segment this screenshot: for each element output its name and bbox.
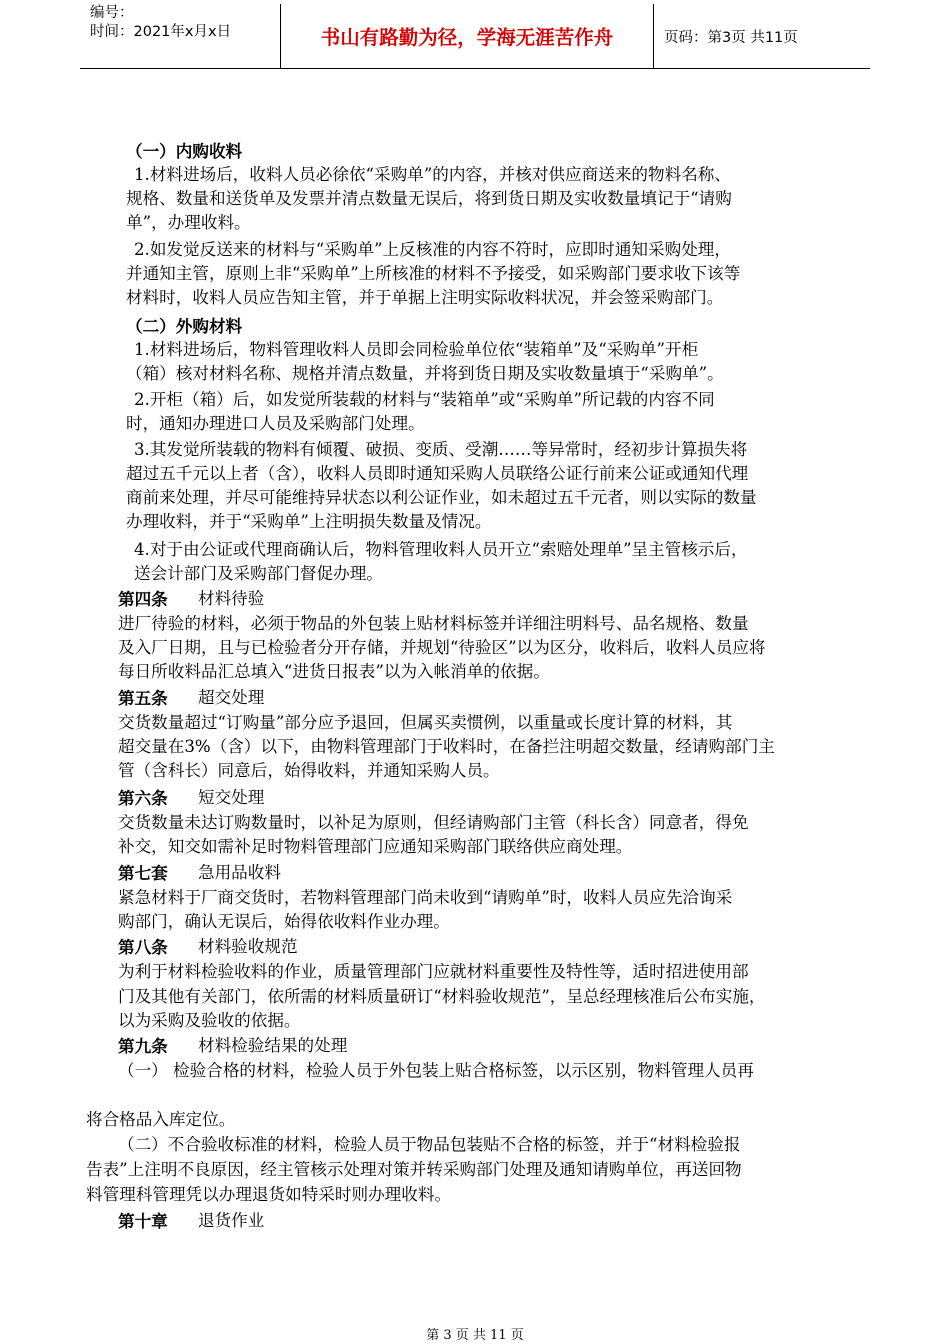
paragraph-line: 时，通知办理进口人员及采购部门处理。 [126,414,425,433]
paragraph-line: 3.其发觉所装载的物料有倾覆、破损、变质、受潮……等异常时，经初步计算损失将 [134,440,748,459]
paragraph-line: 材料时，收料人员应告知主管，并于单据上注明实际收料状况，并会签采购部门。 [126,288,724,307]
page-info: 页码：第3页 共11页 [664,29,798,46]
page-header [80,4,870,69]
paragraph-line: 单”，办理收料。 [126,213,251,232]
paragraph-line: 超交量在3%（含）以下，由物料管理部门于收料时，在备拦注明超交数量，经请购部门主 [118,737,775,756]
article-title: 材料待验 [198,589,265,608]
header-motto-cell [281,4,654,68]
article-title: 急用品收料 [198,863,281,882]
paragraph-line: 规格、数量和送货单及发票并清点数量无误后，将到货日期及实收数量填记于“请购 [126,189,732,208]
paragraph-line: 交货数量超过“订购量”部分应予退回，但属买卖惯例，以重量或长度计算的材料，其 [118,713,733,732]
paragraph-line: 1.材料进场后，收料人员必徐依“采购单”的内容，并核对供应商送来的物料名称、 [134,165,731,184]
header-meta [80,4,281,68]
paragraph-line: 2.如发觉反送来的材料与“采购单”上反核准的内容不符时，应即时通知采购处理， [134,240,731,259]
paragraph-line: 超过五千元以上者（含），收料人员即时通知采购人员联络公证行前来公证或通知代理 [126,464,749,483]
article-title: 退货作业 [198,1211,265,1230]
paragraph-line: （一） 检验合格的材料，检验人员于外包装上贴合格标签，以示区别，物料管理人员再 [118,1061,754,1080]
paragraph-line: 及入厂日期，且与已检验者分开存储，并规划“待验区”以为区分，收料后，收料人员应将 [118,638,766,657]
paragraph-line: （箱）核对材料名称、规格并清点数量，并将到货日期及实收数量填于“采购单”。 [126,364,724,383]
paragraph-line: 每日所收料品汇总填入“进货日报表”以为入帐消单的依据。 [118,662,550,681]
article-number: 第八条 [118,937,168,957]
paragraph-line: 交货数量未达订购数量时，以补足为原则，但经请购部门主管（科长含）同意者，得免 [118,813,749,832]
paragraph-line: 并通知主管，原则上非“采购单”上所核准的材料不予接受，如采购部门要求收下该等 [126,264,741,283]
paragraph-line: 4.对于由公证或代理商确认后，物料管理收料人员开立“索赔处理单”呈主管核示后， [134,540,748,559]
article-number: 第十章 [118,1211,168,1231]
paragraph-line: 管（含科长）同意后，始得收料，并通知采购人员。 [118,761,500,780]
time-label: 时间：2021年x月x日 [90,24,232,40]
article-number: 第七套 [118,863,168,883]
page-footer: 第 3 页 共 11 页 [426,1328,524,1343]
paragraph-line: 紧急材料于厂商交货时，若物料管理部门尚未收到“请购单”时，收料人员应先洽询采 [118,888,733,907]
article-title: 材料验收规范 [198,937,298,956]
article-title: 超交处理 [198,688,265,707]
number-label: 编号： [90,5,134,21]
paragraph-line: 1.材料进场后，物料管理收料人员即会同检验单位依“装箱单”及“采购单”开柜 [134,340,699,359]
paragraph-line: 购部门，确认无误后，始得依收料作业办理。 [118,912,450,931]
article-title: 短交处理 [198,788,265,807]
article-number: 第九条 [118,1036,168,1056]
paragraph-line: 2.开柜（箱）后，如发觉所装载的材料与“装箱单”或“采购单”所记载的内容不同 [134,390,715,409]
section-heading: （二）外购材料 [126,316,243,336]
paragraph-line: 告表”上注明不良原因，经主管核示处理对策并转采购部门处理及通知请购单位，再送回物 [86,1160,742,1179]
paragraph-line: 将合格品入库定位。 [86,1110,236,1129]
paragraph-line: 料管理科管理凭以办理退货如特采时则办理收料。 [86,1185,452,1204]
paragraph-line: 补交，知交如需补足时物料管理部门应通知采购部门联络供应商处理。 [118,837,633,856]
paragraph-line: 送会计部门及采购部门督促办理。 [134,564,383,583]
paragraph-line: 以为采购及验收的依据。 [118,1011,301,1030]
paragraph-line: （二）不合验收标准的材料，检验人员于物品包装贴不合格的标签，并于“材料检验报 [118,1135,741,1154]
paragraph-line: 为利于材料检验收料的作业，质量管理部门应就材料重要性及特性等，适时招进使用部 [118,962,749,981]
section-heading: （一）内购收料 [126,141,243,161]
article-number: 第五条 [118,688,168,708]
article-number: 第四条 [118,589,168,609]
motto: 书山有路勤为径，学海无涯苦作舟 [320,26,614,49]
paragraph-line: 进厂待验的材料，必须于物品的外包装上贴材料标签并详细注明料号、品名规格、数量 [118,614,749,633]
article-number: 第六条 [118,788,168,808]
paragraph-line: 商前来处理，并尽可能维持异状态以利公证作业，如未超过五千元者，则以实际的数量 [126,488,757,507]
paragraph-line: 办理收料，并于“采购单”上注明损失数量及情况。 [126,512,492,531]
paragraph-line: 门及其他有关部门，依所需的材料质量研订“材料验收规范”，呈总经理核准后公布实施， [118,987,766,1006]
article-title: 材料检验结果的处理 [198,1036,348,1055]
